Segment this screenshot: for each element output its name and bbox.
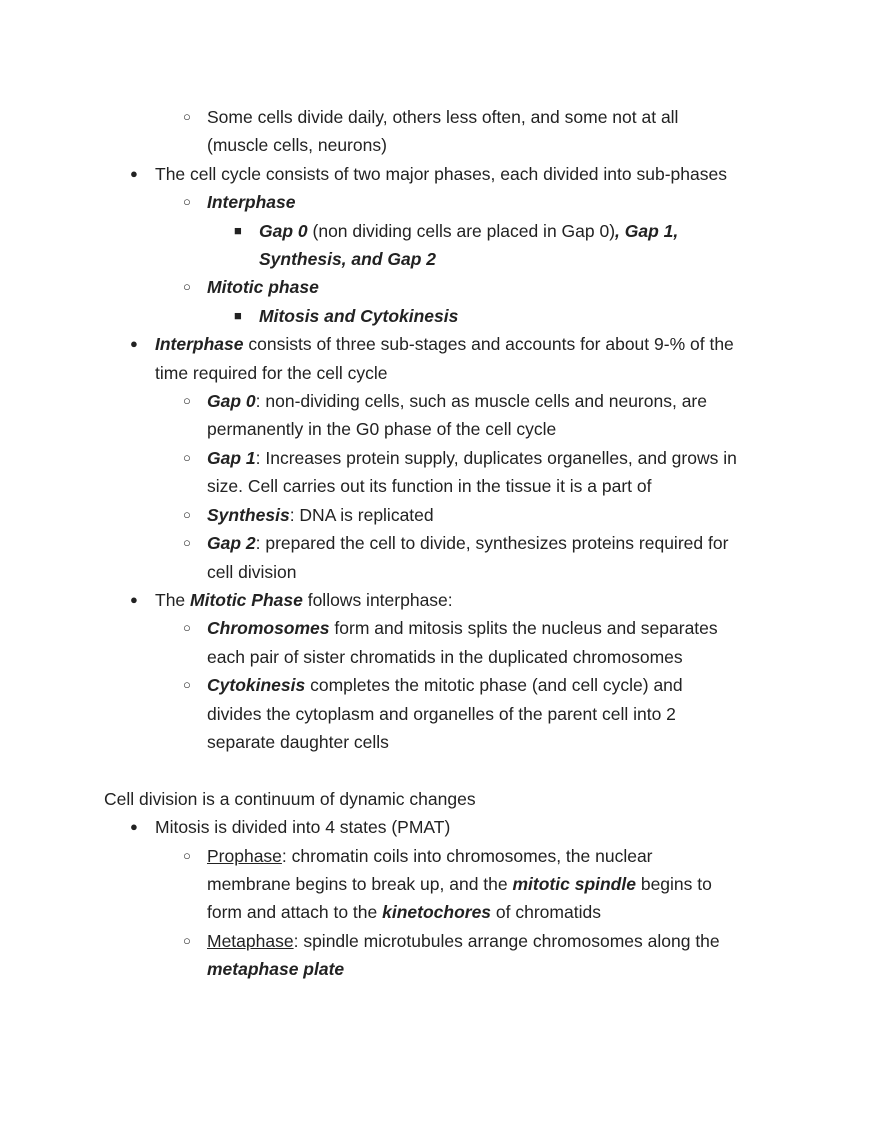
bullet-circle-icon: ○ (183, 109, 191, 124)
bullet-circle-icon: ○ (183, 620, 191, 636)
bullet-circle-icon: ○ (183, 449, 191, 465)
list-item (0, 103, 880, 160)
bullet-circle-icon: ○ (183, 535, 191, 551)
emphasized-term: , Gap 1, (615, 220, 679, 241)
emphasized-term: Gap 1 (207, 447, 256, 468)
bullet-square-icon: ■ (234, 307, 242, 323)
list-item (0, 529, 880, 586)
text-run: : Increases protein supply, duplicates organelles, and grows in (255, 447, 737, 468)
bullet-circle-icon: ○ (183, 393, 191, 409)
text-run: Cell division is a continuum of dynamic changes (104, 788, 476, 809)
document-body (0, 103, 880, 984)
list-item (0, 387, 880, 444)
emphasized-term: Gap 2 (207, 533, 256, 554)
text-run: : prepared the cell to divide, synthesizes proteins required for (255, 533, 729, 554)
list-item (0, 501, 880, 529)
text-run: completes the mitotic phase (and cell cycle) and (305, 675, 683, 696)
bullet-disc-icon: ● (130, 165, 138, 181)
text-run: (muscle cells, neurons) (207, 135, 387, 156)
bullet-disc-icon: ● (130, 819, 138, 835)
text-run: membrane begins to break up, and the (207, 873, 513, 894)
text-run: of chromatids (491, 902, 601, 923)
text-run: size. Cell carries out its function in the tissue it is a part of (207, 476, 652, 497)
list-item (0, 188, 880, 216)
list-item (0, 813, 880, 841)
text-run: begins to (635, 873, 712, 894)
emphasized-term: Synthesis, and Gap 2 (259, 249, 436, 270)
text-run: permanently in the G0 phase of the cell cycle (207, 419, 557, 440)
bullet-square-icon: ■ (234, 222, 242, 238)
bullet-circle-icon: ○ (183, 506, 191, 522)
blank-line (0, 756, 880, 784)
list-item (0, 927, 880, 984)
emphasized-term: metaphase plate (207, 959, 345, 980)
emphasized-term: kinetochores (382, 902, 492, 923)
text-run: Mitosis is divided into 4 states (PMAT) (155, 817, 451, 838)
emphasized-term: Gap 0 (207, 391, 256, 412)
text-run: separate daughter cells (207, 731, 389, 752)
text-run: (non dividing cells are placed in Gap 0) (307, 220, 616, 241)
list-item (0, 842, 880, 927)
text-run: : DNA is replicated (289, 504, 434, 525)
text-run: form and mitosis splits the nucleus and separates (329, 618, 718, 639)
list-item (0, 444, 880, 501)
bullet-circle-icon: ○ (183, 932, 191, 948)
bullet-disc-icon: ● (130, 591, 138, 607)
text-run: : non-dividing cells, such as muscle cells and neurons, are (255, 391, 707, 412)
list-item (0, 671, 880, 756)
text-run: consists of three sub-stages and accounts for about 9-% of the (243, 334, 734, 355)
emphasized-term: Mitotic phase (207, 277, 319, 298)
bullet-circle-icon: ○ (183, 677, 191, 693)
list-item (0, 273, 880, 301)
text-run: The cell cycle consists of two major phases, each divided into sub-phases (155, 163, 727, 184)
list-item (0, 302, 880, 330)
list-item (0, 614, 880, 671)
bullet-circle-icon: ○ (183, 194, 191, 210)
emphasized-term: Mitosis and Cytokinesis (259, 305, 459, 326)
text-run: time required for the cell cycle (155, 362, 388, 383)
list-item (0, 217, 880, 274)
bullet-circle-icon: ○ (183, 847, 191, 863)
text-run: form and attach to the (207, 902, 383, 923)
text-run: : spindle microtubules arrange chromosomes along the (293, 930, 720, 951)
emphasized-term: Mitotic Phase (190, 589, 303, 610)
bullet-disc-icon: ● (130, 336, 138, 352)
text-run: divides the cytoplasm and organelles of the parent cell into 2 (207, 703, 676, 724)
text-run: Some cells divide daily, others less often, and some not at all (207, 107, 679, 127)
emphasized-term: Chromosomes (207, 618, 330, 639)
list-item (0, 586, 880, 614)
underlined-term: Prophase (207, 845, 282, 866)
underlined-term: Metaphase (207, 930, 294, 951)
list-item (0, 160, 880, 188)
bullet-circle-icon: ○ (183, 279, 191, 295)
emphasized-term: mitotic spindle (512, 873, 636, 894)
text-run: each pair of sister chromatids in the duplicated chromosomes (207, 646, 683, 667)
emphasized-term: Interphase (155, 334, 244, 355)
emphasized-term: Synthesis (207, 504, 290, 525)
text-run: follows interphase: (302, 589, 453, 610)
text-run: The (155, 589, 191, 610)
paragraph (0, 785, 880, 813)
emphasized-term: Interphase (207, 192, 296, 213)
text-run: cell division (207, 561, 297, 582)
list-item (0, 330, 880, 387)
text-run: : chromatin coils into chromosomes, the nuclear (281, 845, 653, 866)
emphasized-term: Gap 0 (259, 220, 308, 241)
emphasized-term: Cytokinesis (207, 675, 306, 696)
